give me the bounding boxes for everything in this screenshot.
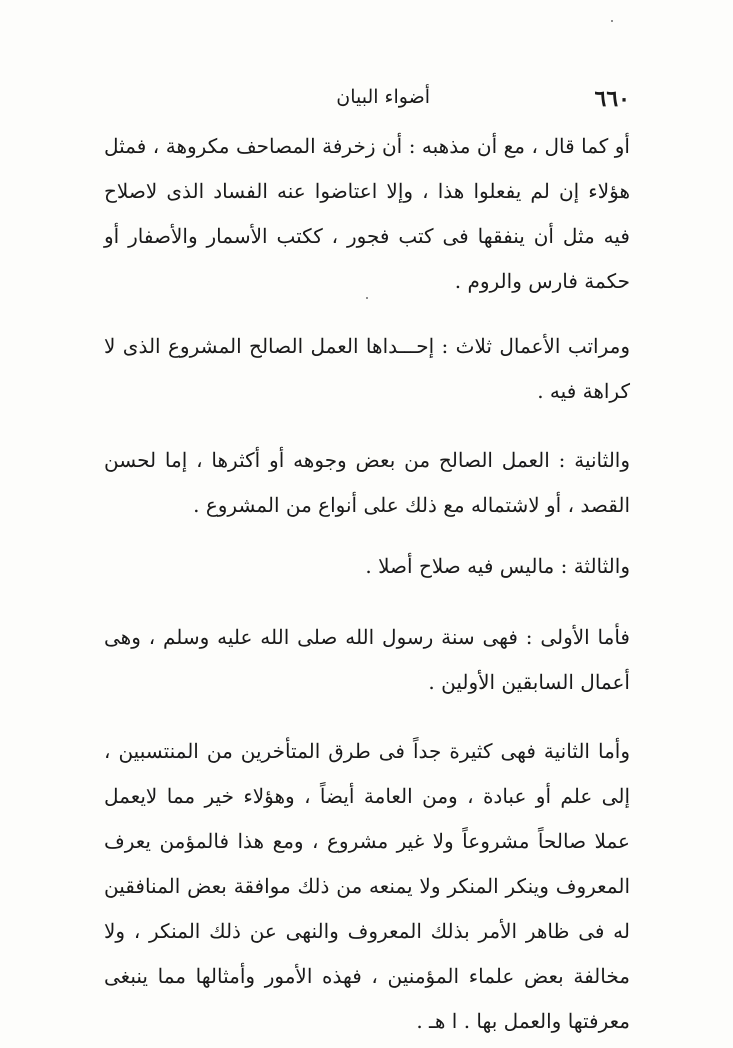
paragraph-6: وأما الثانية فهى كثيرة جداً فى طرق المتأخرين من المنتسبين ، إلى علم أو عبادة ، ومن العامة أيضاً ، وهؤلاء خير مما لايعمل عملا صالحاً مشروعاً ولا غير مشروع ، ومع هذا فالمؤمن يعرف المعروف وينكر المنكر ولا يمنعه من ذلك موافقة بعض المنافقين له فى ظاهر الأمر بذلك المعروف والنهى عن ذلك المنكر ، ولا مخالفة بعض علماء المؤمنين ، فهذه الأمور وأمثالها مما ينبغى معرفتها والعمل بها . ا هـ . [104,739,630,1033]
scan-speck [611,20,613,22]
page-header [100,86,630,116]
page-number: ٦٦٠ [594,86,630,112]
paragraph-3: والثانية : العمل الصالح من بعض وجوهه أو أكثرها ، إما لحسن القصد ، أو لاشتماله مع ذلك على أنواع من المشروع . [104,448,630,517]
paragraph-4: والثالثة : ماليس فيه صلاح أصلا . [365,554,630,578]
paragraph-5: فأما الأولى : فهى سنة رسول الله صلى الله عليه وسلم ، وهى أعمال السابقين الأولين . [104,625,630,694]
paragraph-1: أو كما قال ، مع أن مذهبه : أن زخرفة المصاحف مكروهة ، فمثل هؤلاء إن لم يفعلوا هذا ، وإلا اعتاضوا عنه الفساد الذى لاصلاح فيه مثل أن ينفقها فى كتب فجور ، ككتب الأسمار والأصفار أو حكمة فارس والروم . [104,134,630,293]
running-title: أضواء البيان [336,86,430,108]
scan-speck [366,297,368,299]
paragraph-2: ومراتب الأعمال ثلاث : إحـــداها العمل الصالح المشروع الذى لا كراهة فيه . [104,334,630,403]
body-text [104,124,630,1044]
